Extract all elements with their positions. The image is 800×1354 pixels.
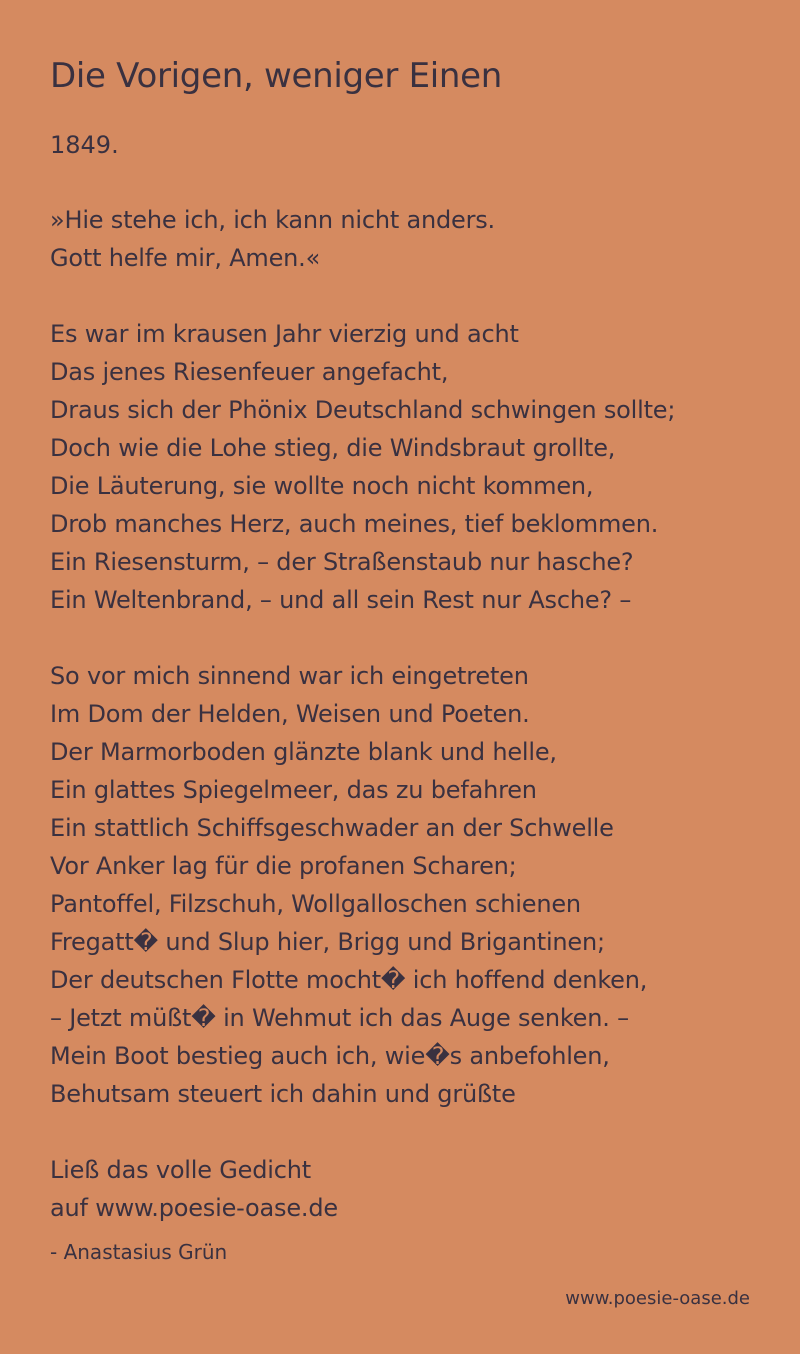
- stanza-motto: [50, 201, 495, 277]
- poem-author: - Anastasius Grün: [50, 1240, 228, 1264]
- poem-line: Draus sich der Phönix Deutschland schwingen sollte;: [50, 396, 676, 424]
- poem-line: Das jenes Riesenfeuer angefacht,: [50, 358, 449, 386]
- poem-title: Die Vorigen, weniger Einen: [50, 56, 503, 96]
- poem-line: Fregatt� und Slup hier, Brigg und Brigantinen;: [50, 928, 605, 956]
- stanza-2: [50, 657, 647, 1113]
- poem-line: Pantoffel, Filzschuh, Wollgalloschen schienen: [50, 890, 581, 918]
- poem-line: Vor Anker lag für die profanen Scharen;: [50, 852, 517, 880]
- stanza-1: [50, 315, 675, 619]
- read-more-note: [50, 1151, 338, 1227]
- poem-line: – Jetzt müßt� in Wehmut ich das Auge senken. –: [50, 1004, 629, 1032]
- poem-line: Der deutschen Flotte mocht� ich hoffend denken,: [50, 966, 648, 994]
- poem-line: Behutsam steuert ich dahin und grüßte: [50, 1080, 516, 1108]
- poem-line: Mein Boot bestieg auch ich, wie�s anbefohlen,: [50, 1042, 610, 1070]
- poem-line: Die Läuterung, sie wollte noch nicht kommen,: [50, 472, 594, 500]
- poem-line: Doch wie die Lohe stieg, die Windsbraut grollte,: [50, 434, 616, 462]
- poem-line: Drob manches Herz, auch meines, tief beklommen.: [50, 510, 659, 538]
- poem-line: Es war im krausen Jahr vierzig und acht: [50, 320, 519, 348]
- poem-line: Im Dom der Helden, Weisen und Poeten.: [50, 700, 530, 728]
- read-more-line: Ließ das volle Gedicht: [50, 1156, 311, 1184]
- poem-line: Der Marmorboden glänzte blank und helle,: [50, 738, 557, 766]
- poem-year: 1849.: [50, 131, 119, 159]
- poem-line: »Hie stehe ich, ich kann nicht anders.: [50, 206, 495, 234]
- read-more-link[interactable]: auf www.poesie-oase.de: [50, 1194, 338, 1222]
- website-watermark: www.poesie-oase.de: [565, 1288, 750, 1309]
- poem-line: Gott helfe mir, Amen.«: [50, 244, 321, 272]
- poem-line: Ein stattlich Schiffsgeschwader an der Schwelle: [50, 814, 614, 842]
- poem-line: Ein Weltenbrand, – und all sein Rest nur Asche? –: [50, 586, 632, 614]
- poem-line: So vor mich sinnend war ich eingetreten: [50, 662, 529, 690]
- poem-line: Ein glattes Spiegelmeer, das zu befahren: [50, 776, 537, 804]
- poem-line: Ein Riesensturm, – der Straßenstaub nur hasche?: [50, 548, 634, 576]
